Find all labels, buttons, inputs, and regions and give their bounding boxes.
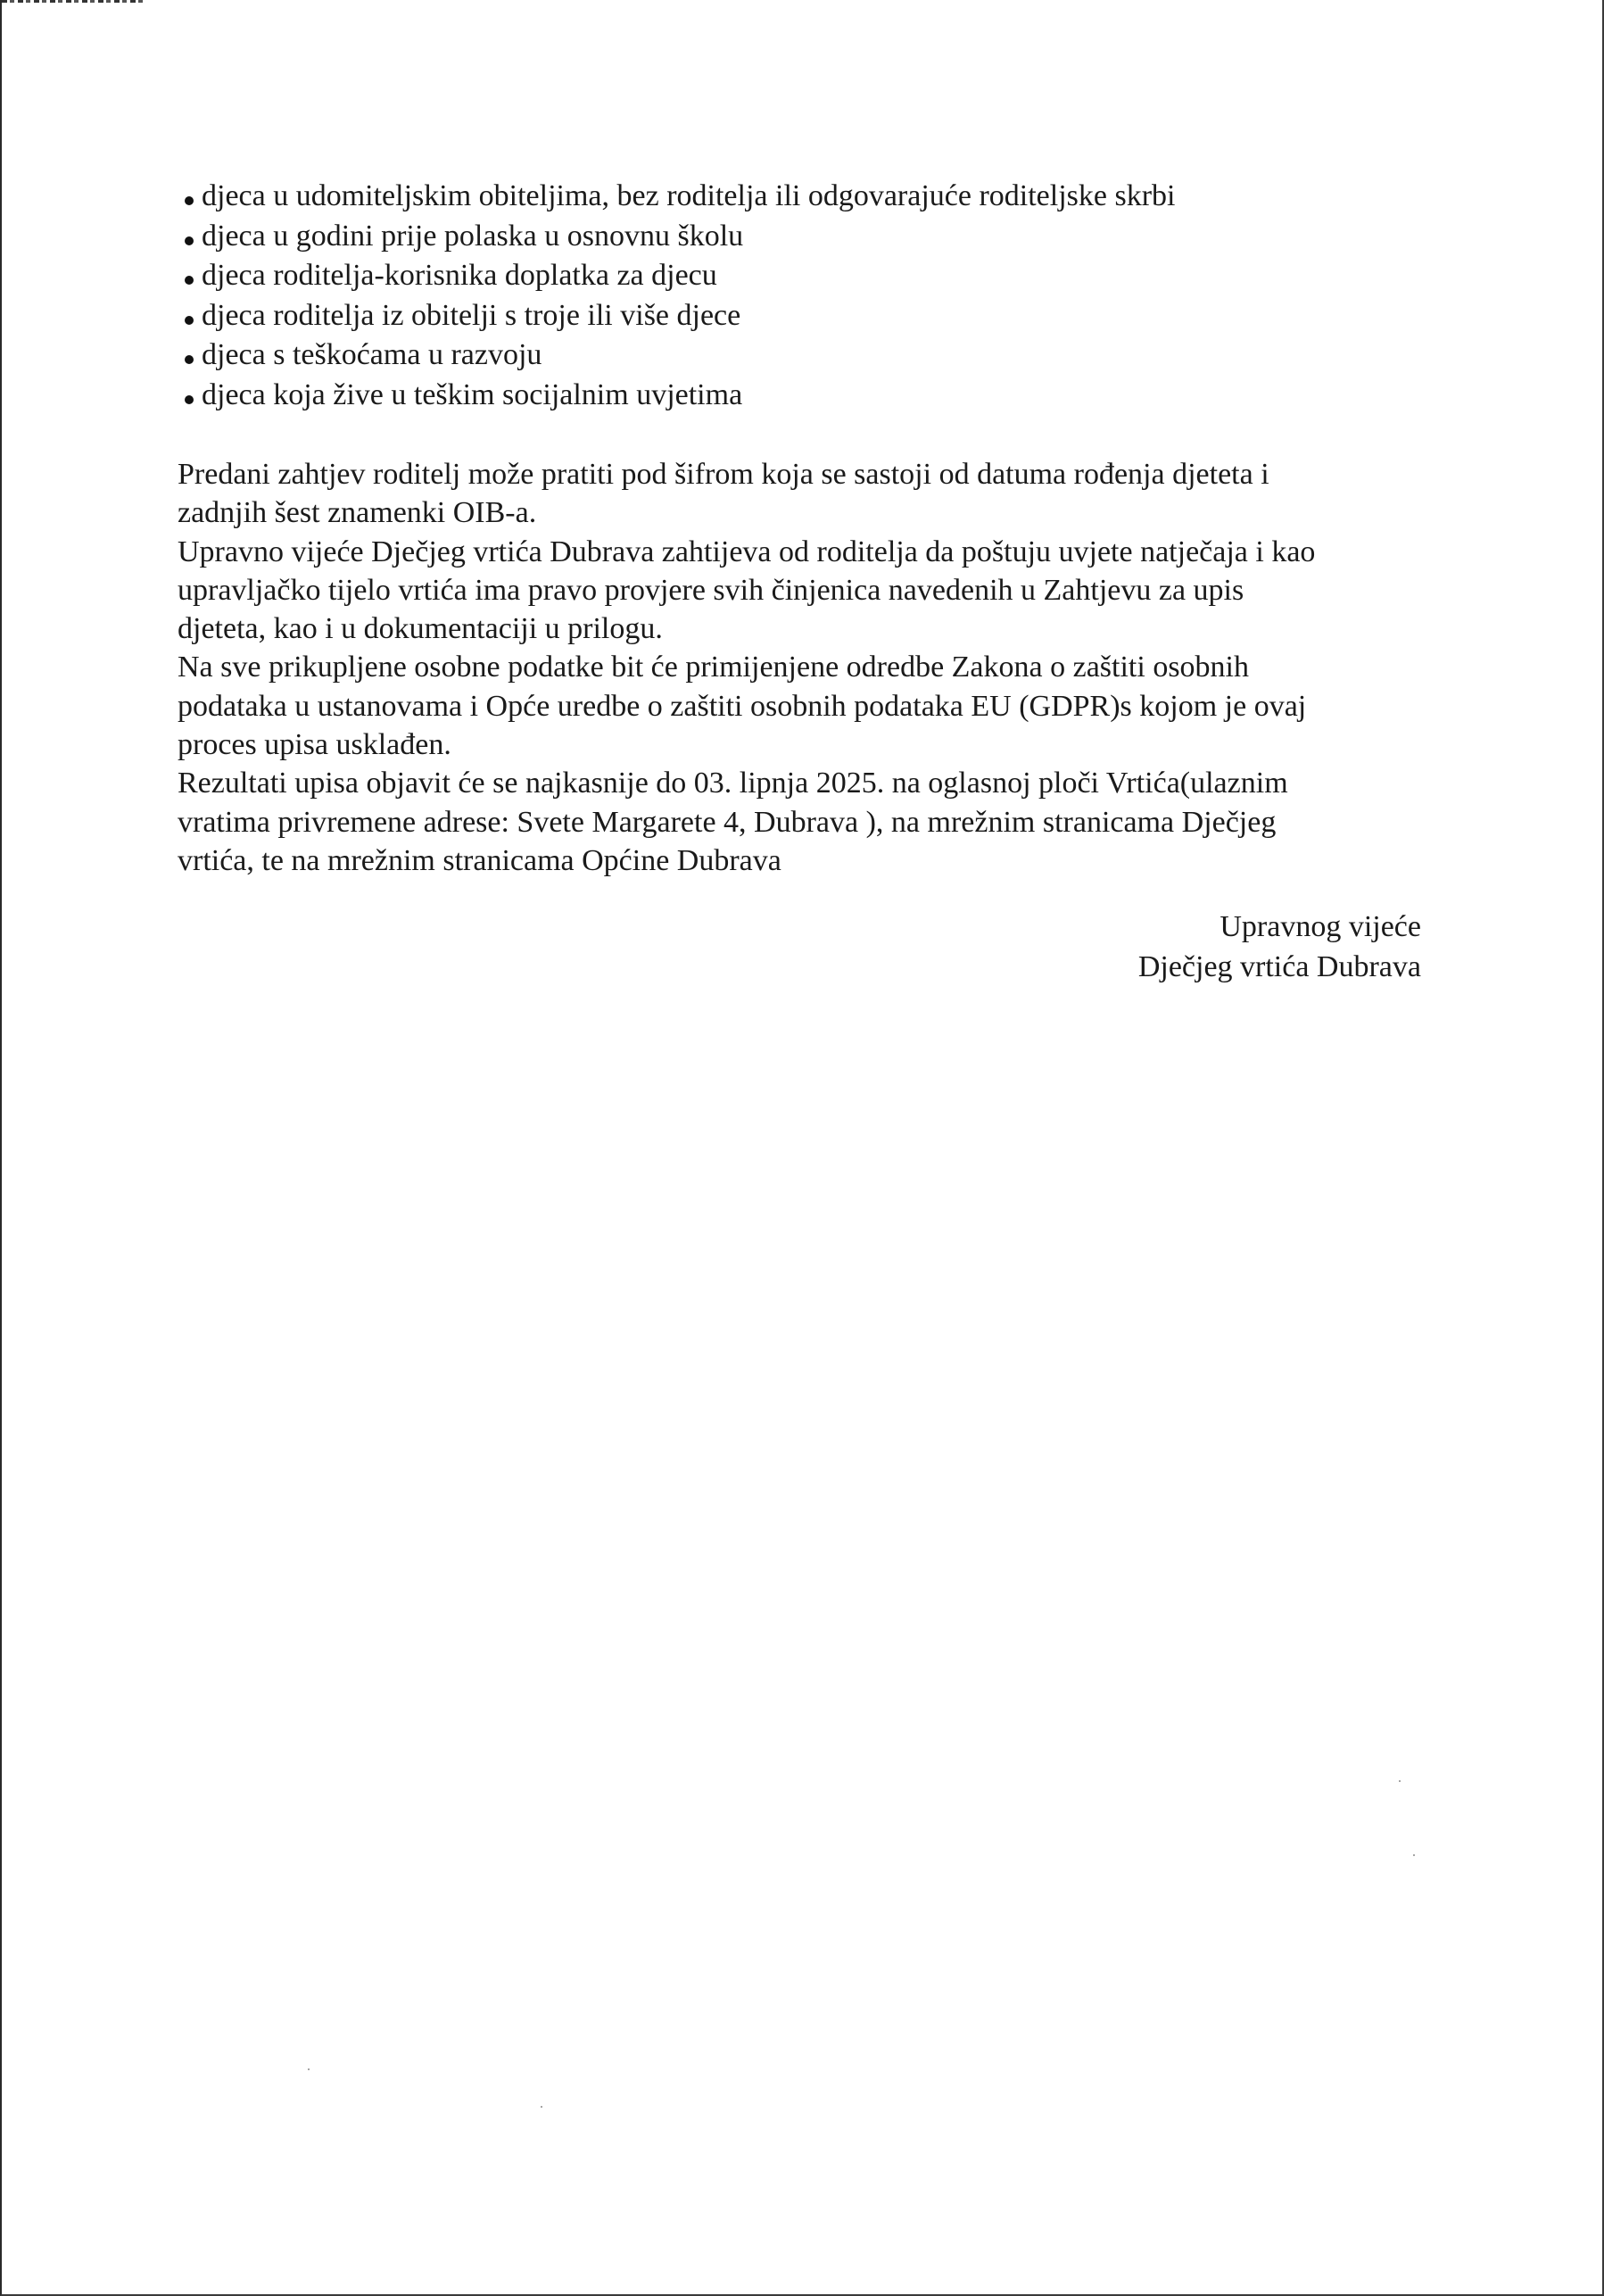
eligibility-list	[182, 177, 1176, 415]
list-item: djeca koja žive u teškim socijalnim uvjetima	[182, 376, 1176, 416]
body-text	[178, 455, 1444, 880]
bullet-icon	[185, 316, 194, 325]
body-line: vratima privremene adrese: Svete Margarete 4, Dubrava ), na mrežnim stranicama Dječjeg	[178, 805, 1277, 839]
body-line: zadnjih šest znamenki OIB-a.	[178, 496, 537, 530]
scan-artifact-top	[2, 0, 145, 3]
bullet-icon	[185, 355, 194, 364]
scan-speck	[1413, 1854, 1415, 1856]
list-item: djeca u udomiteljskim obiteljima, bez roditelja ili odgovarajuće roditeljske skrbi	[182, 177, 1176, 217]
body-line: djeteta, kao i u dokumentaciji u prilogu.	[178, 612, 663, 646]
body-line: podataka u ustanovama i Opće uredbe o zaštiti osobnih podataka EU (GDPR)s kojom je ovaj	[178, 689, 1307, 723]
body-line: Upravno vijeće Dječjeg vrtića Dubrava zahtijeva od roditelja da poštuju uvjete natječaja i kao	[178, 535, 1316, 568]
scan-speck	[541, 2106, 542, 2108]
list-item: djeca roditelja-korisnika doplatka za djecu	[182, 256, 1176, 296]
bullet-icon	[185, 276, 194, 285]
body-line: upravljačko tijelo vrtića ima pravo provjere svih činjenica navedenih u Zahtjevu za upis	[178, 573, 1244, 607]
signature-block	[1138, 907, 1421, 987]
signature-line-1: Upravnog vijeće	[1220, 910, 1421, 943]
scan-speck	[1399, 1780, 1401, 1782]
body-line: Na sve prikupljene osobne podatke bit će primijenjene odredbe Zakona o zaštiti osobnih	[178, 651, 1249, 684]
bullet-icon	[185, 395, 194, 404]
list-item: djeca roditelja iz obitelji s troje ili više djece	[182, 296, 1176, 336]
body-line: proces upisa usklađen.	[178, 728, 451, 762]
bullet-icon	[185, 196, 194, 205]
scan-speck	[308, 2068, 310, 2070]
list-item: djeca s teškoćama u razvoju	[182, 336, 1176, 376]
list-item: djeca u godini prije polaska u osnovnu školu	[182, 217, 1176, 257]
body-line: vrtića, te na mrežnim stranicama Općine Dubrava	[178, 843, 781, 877]
signature-line-2: Dječjeg vrtića Dubrava	[1137, 950, 1421, 983]
body-line: Rezultati upisa objavit će se najkasnije do 03. lipnja 2025. na oglasnoj ploči Vrtića(ulaznim	[178, 767, 1288, 800]
body-line: Predani zahtjev roditelj može pratiti pod šifrom koja se sastoji od datuma rođenja djeteta i	[178, 458, 1269, 491]
bullet-icon	[185, 236, 194, 245]
